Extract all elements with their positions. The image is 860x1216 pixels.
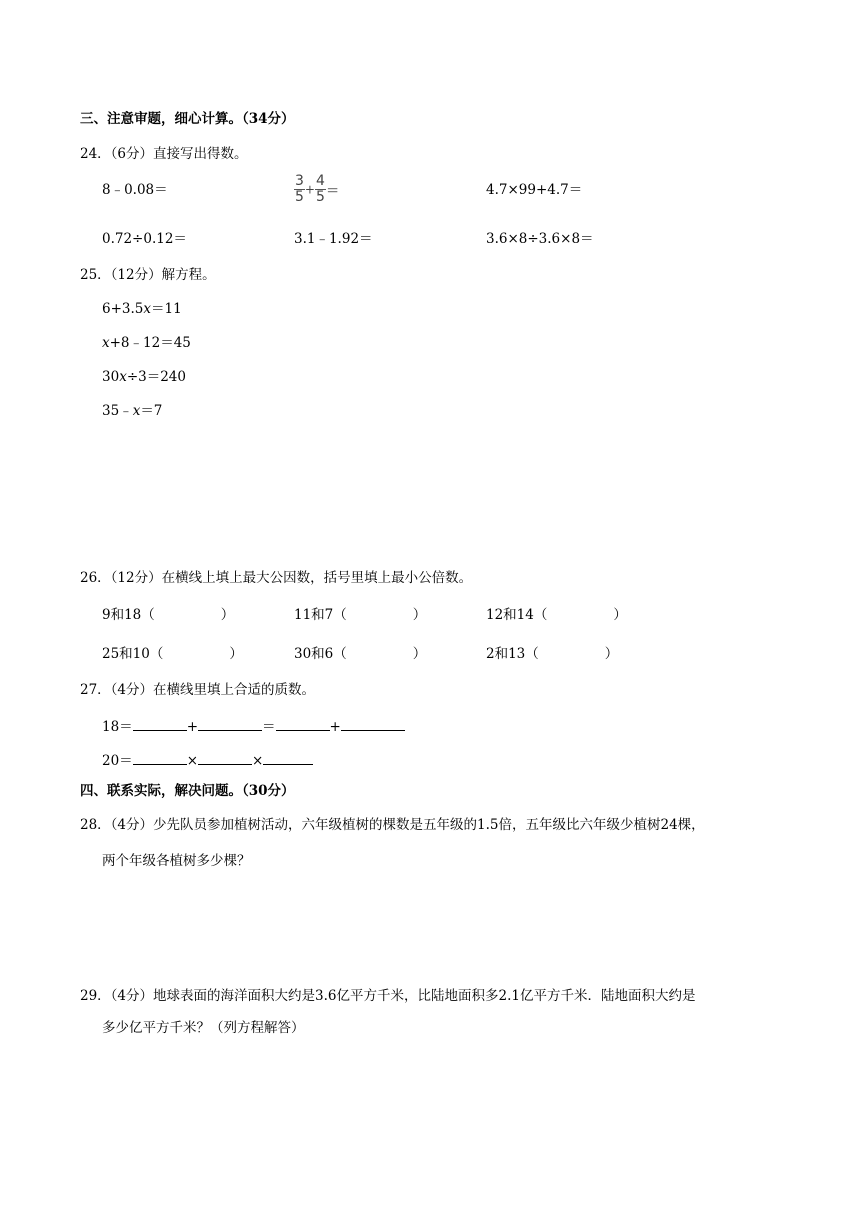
answer-blank[interactable] xyxy=(133,750,187,765)
q29-line-2: 多少亿平方千米？（列方程解答） xyxy=(102,1020,305,1036)
q26-item-1: 9和18（ ） xyxy=(102,607,235,623)
answer-blank[interactable] xyxy=(133,716,187,731)
q24-item-5: 3.1﹣1.92＝ xyxy=(294,231,373,247)
q25-head: 25．（12分）解方程。 xyxy=(80,267,216,283)
q25-equation-1: 6+3.5x＝11 xyxy=(102,301,182,317)
q24-item-fraction: $\frac{3}{5}$ + $\frac{4}{5}$ ＝ xyxy=(295,173,340,205)
q26-item-4: 25和10（ ） xyxy=(102,646,243,662)
section3-title: 三、注意审题，细心计算。（34分） xyxy=(80,111,295,127)
answer-blank[interactable] xyxy=(198,750,252,765)
answer-blank[interactable] xyxy=(263,750,313,765)
q25-equation-4: 35﹣x＝7 xyxy=(102,403,163,419)
q25-equation-3: 30x÷3＝240 xyxy=(102,369,186,385)
q26-head: 26．（12分）在横线上填上最大公因数，括号里填上最小公倍数。 xyxy=(80,570,473,586)
q24-item-3: 4.7×99+4.7＝ xyxy=(486,182,583,198)
q24-item-4: 0.72÷0.12＝ xyxy=(102,231,187,247)
fraction-4-5: $\frac{4}{5}$ xyxy=(315,173,325,205)
q27-line-1: 18＝ + ＝ + xyxy=(102,716,405,736)
q26-item-6: 2和13（ ） xyxy=(486,646,619,662)
q27-head: 27．（4分）在横线里填上合适的质数。 xyxy=(80,682,316,698)
q28-line-2: 两个年级各植树多少棵？ xyxy=(102,853,251,869)
answer-blank[interactable] xyxy=(198,716,262,731)
q26-item-3: 12和14（ ） xyxy=(486,607,627,623)
q26-item-5: 30和6（ ） xyxy=(294,646,427,662)
answer-blank[interactable] xyxy=(341,716,405,731)
section4-title: 四、联系实际，解决问题。（30分） xyxy=(80,783,295,799)
answer-blank[interactable] xyxy=(276,716,330,731)
q25-equation-2: x+8﹣12＝45 xyxy=(102,335,191,351)
q28-line-1: 28．（4分）少先队员参加植树活动，六年级植树的棵数是五年级的1.5倍，五年级比六年级少植树24棵， xyxy=(80,817,705,833)
q24-item-1: 8﹣0.08＝ xyxy=(102,182,168,198)
q26-item-2: 11和7（ ） xyxy=(294,607,427,623)
q24-item-6: 3.6×8÷3.6×8＝ xyxy=(486,231,594,247)
q24-head: 24．（6分）直接写出得数。 xyxy=(80,146,248,162)
q27-line-2: 20＝ × × xyxy=(102,750,313,770)
fraction-3-5: $\frac{3}{5}$ xyxy=(295,173,304,205)
q29-line-1: 29．（4分）地球表面的海洋面积大约是3.6亿平方千米，比陆地面积多2.1亿平方千米．陆地面积大约是 xyxy=(80,988,696,1004)
